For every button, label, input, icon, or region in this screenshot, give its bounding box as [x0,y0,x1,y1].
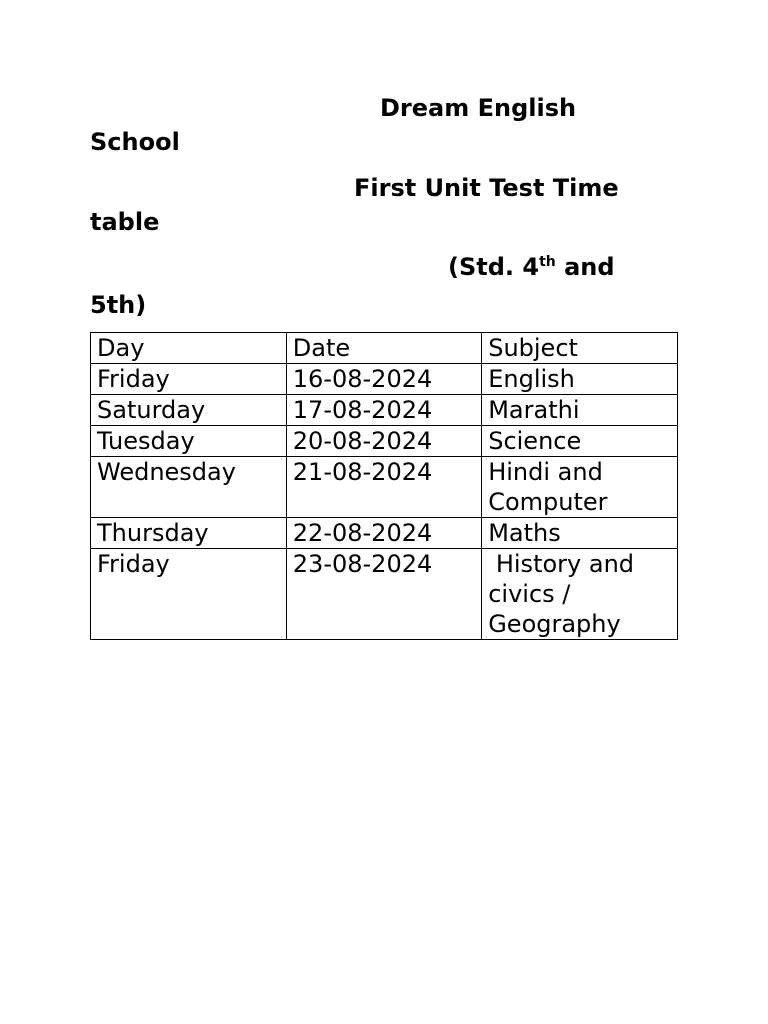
column-header-day: Day [91,333,287,364]
column-header-subject: Subject [482,333,678,364]
test-title-part1: First Unit Test Time [354,174,619,202]
cell-date: 21-08-2024 [286,457,481,518]
std-prefix: (Std. 4 [448,253,540,281]
timetable [90,332,678,640]
cell-day: Saturday [91,395,287,426]
cell-date: 20-08-2024 [286,426,481,457]
standard-heading [90,250,680,322]
cell-date: 16-08-2024 [286,364,481,395]
test-title-part2: table [90,208,160,236]
table-row [91,457,678,518]
table-row [91,549,678,640]
table-header-row [91,333,678,364]
school-name-part2: School [90,128,180,156]
cell-subject: Science [482,426,678,457]
cell-day: Friday [91,549,287,640]
cell-date: 17-08-2024 [286,395,481,426]
std-suffix-part1: and [555,253,615,281]
cell-day: Wednesday [91,457,287,518]
table-row [91,395,678,426]
cell-subject: History and civics / Geography [482,549,678,640]
cell-day: Tuesday [91,426,287,457]
table-row [91,364,678,395]
table-row [91,518,678,549]
column-header-date: Date [286,333,481,364]
cell-day: Thursday [91,518,287,549]
cell-subject: Maths [482,518,678,549]
std-superscript: th [539,254,556,270]
std-suffix-part2: 5th) [90,291,147,319]
cell-subject: English [482,364,678,395]
table-row [91,426,678,457]
cell-subject: Hindi and Computer [482,457,678,518]
cell-day: Friday [91,364,287,395]
school-name-heading [90,91,680,159]
cell-subject: Marathi [482,395,678,426]
cell-date: 23-08-2024 [286,549,481,640]
school-name-part1: Dream English [380,94,577,122]
test-title-heading [90,171,680,239]
cell-date: 22-08-2024 [286,518,481,549]
